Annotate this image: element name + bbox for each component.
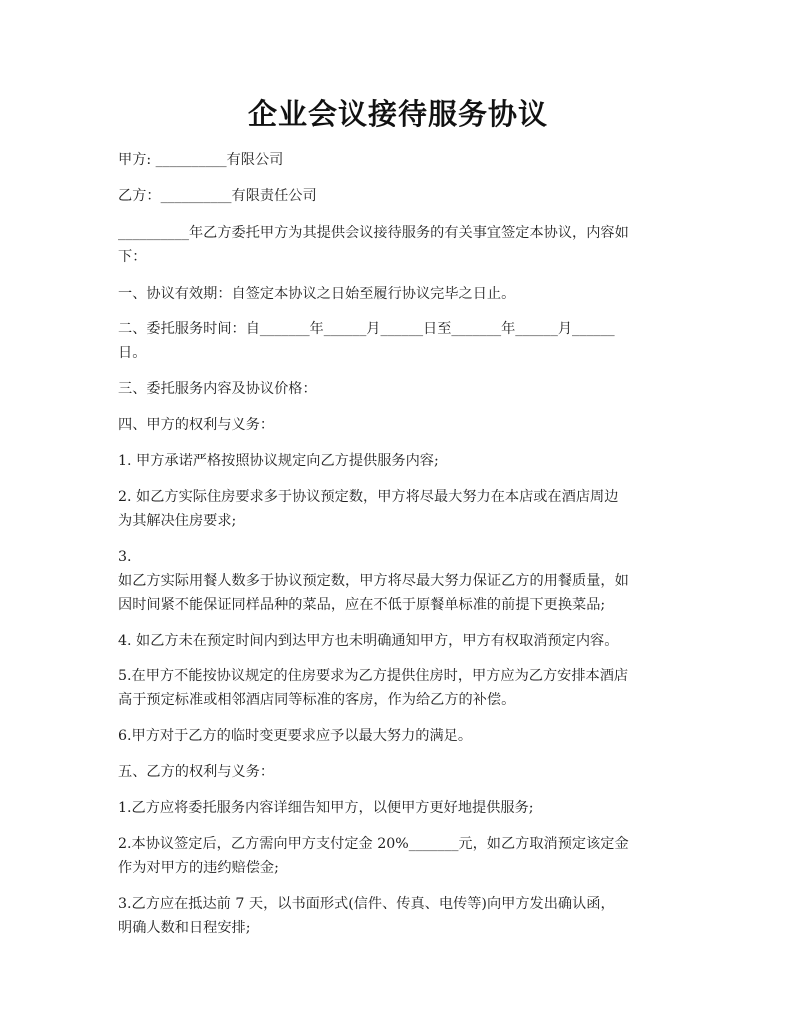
document-title: 企业会议接待服务协议 <box>247 97 548 131</box>
party-a-clause-2-line-1: 2. 如乙方实际住房要求多于协议预定数，甲方将尽最大努力在本店或在酒店周边 <box>118 489 619 505</box>
party-a-clause-5-line-2: 高于预定标准或相邻酒店同等标准的客房，作为给乙方的补偿。 <box>118 692 516 708</box>
section-2-line-2: 日。 <box>118 345 147 361</box>
party-b-clause-2-line-2: 作为对甲方的违约赔偿金; <box>118 860 279 876</box>
party-a-clause-6: 6.甲方对于乙方的临时变更要求应予以最大努力的满足。 <box>118 728 473 744</box>
section-5-heading: 五、乙方的权利与义务： <box>118 764 275 780</box>
party-a-clause-4: 4. 如乙方未在预定时间内到达甲方也未明确通知甲方，甲方有权取消预定内容。 <box>118 633 619 649</box>
party-a-clause-5-line-1: 5.在甲方不能按协议规定的住房要求为乙方提供住房时，甲方应为乙方安排本酒店 <box>118 668 629 684</box>
section-3-heading: 三、委托服务内容及协议价格： <box>118 381 317 397</box>
party-a-clause-3-line-1: 如乙方实际用餐人数多于协议预定数，甲方将尽最大努力保证乙方的用餐质量，如 <box>118 573 629 589</box>
section-2-line-1: 二、委托服务时间：自_______年______月______日至_______年______月______ <box>118 321 615 337</box>
party-a-clause-1: 1. 甲方承诺严格按照协议规定向乙方提供服务内容; <box>118 453 439 469</box>
party-a-clause-2-line-2: 为其解决住房要求; <box>118 513 237 529</box>
section-1-validity: 一、协议有效期：自签定本协议之日始至履行协议完毕之日止。 <box>118 286 516 302</box>
intro-line-1: __________年乙方委托甲方为其提供会议接待服务的有关事宜签定本协议，内容如 <box>118 225 629 241</box>
section-4-heading: 四、甲方的权利与义务： <box>118 417 275 433</box>
party-a-line: 甲方: __________有限公司 <box>118 152 284 168</box>
party-b-clause-3-line-2: 明确人数和日程安排; <box>118 920 251 936</box>
party-b-clause-1: 1.乙方应将委托服务内容详细告知甲方，以便甲方更好地提供服务; <box>118 800 534 816</box>
party-a-clause-3-line-2: 因时间紧不能保证同样品种的菜品，应在不低于原餐单标准的前提下更换菜品; <box>118 597 606 613</box>
party-a-clause-3-number: 3. <box>118 549 132 565</box>
party-b-clause-3-line-1: 3.乙方应在抵达前 7 天，以书面形式(信件、传真、电传等)向甲方发出确认函， <box>118 896 615 912</box>
party-b-clause-2-line-1: 2.本协议签定后，乙方需向甲方支付定金 20%_______元，如乙方取消预定该定金 <box>118 836 629 852</box>
party-b-line: 乙方：__________有限责任公司 <box>118 188 317 204</box>
intro-line-2: 下： <box>118 249 147 265</box>
